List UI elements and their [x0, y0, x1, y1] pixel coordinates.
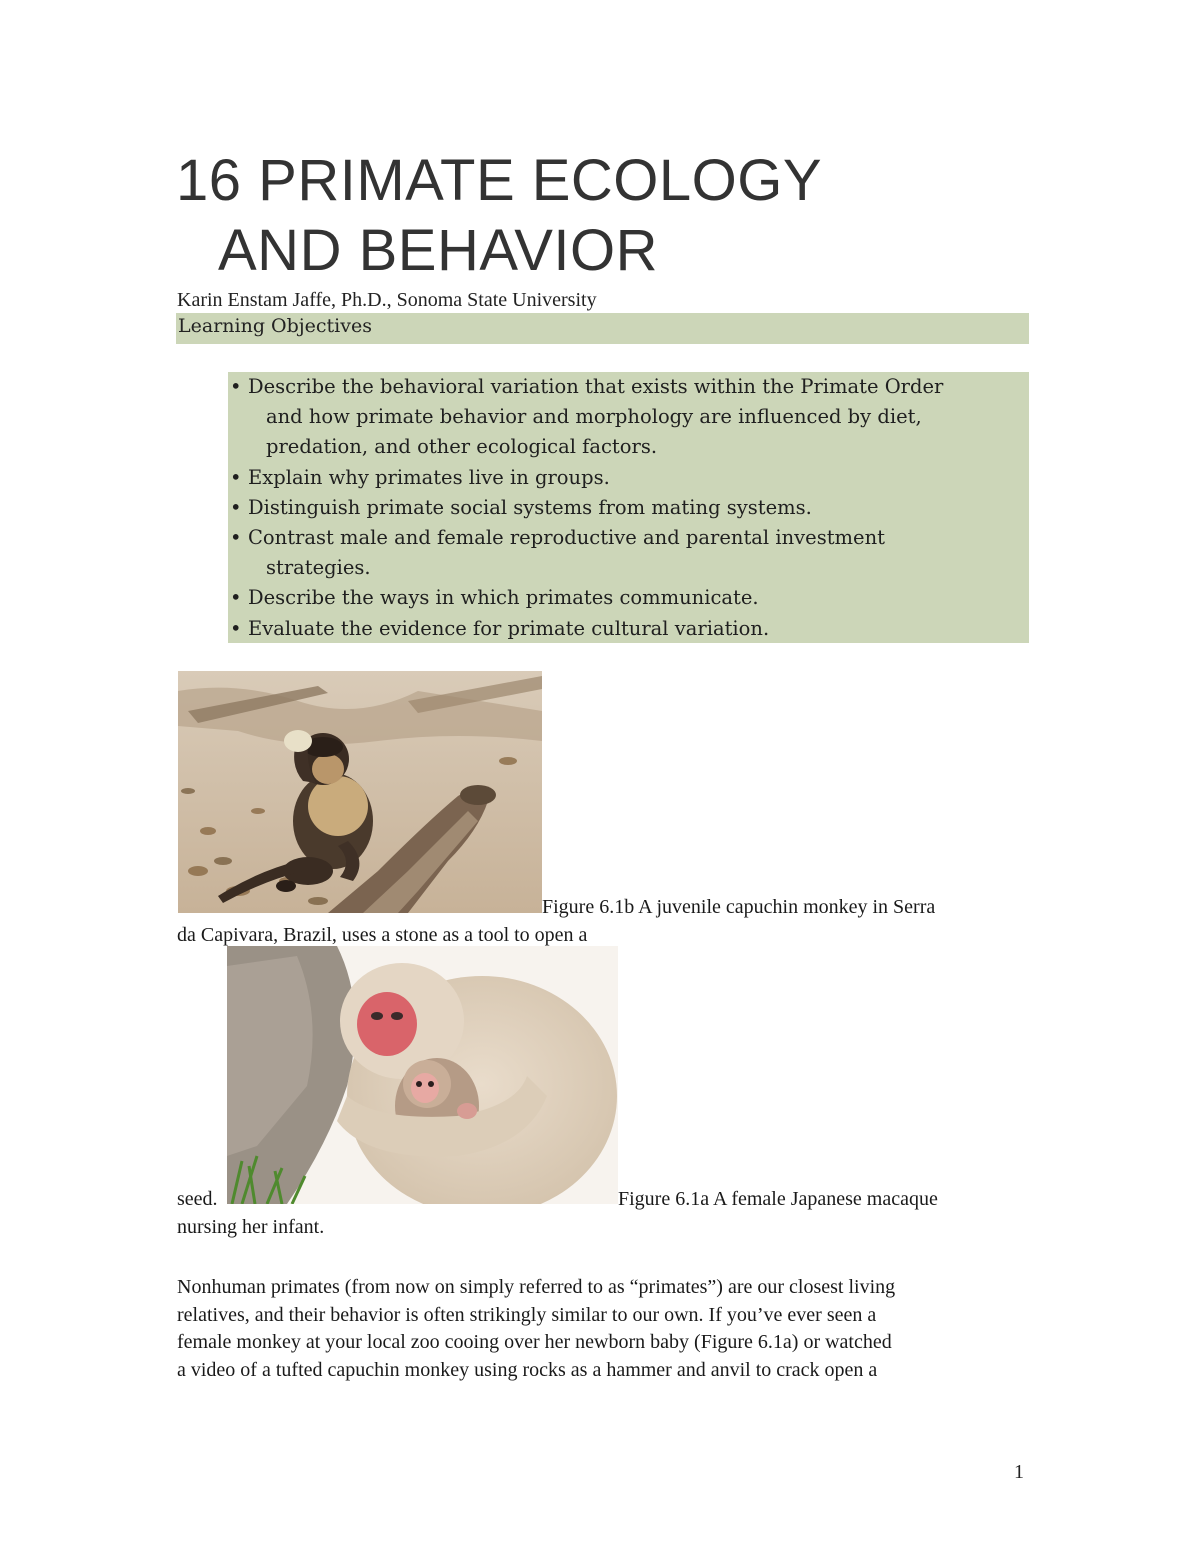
- learning-objectives-heading: Learning Objectives: [178, 315, 372, 337]
- figure-6-1a-caption-line-2: nursing her infant.: [177, 1216, 325, 1238]
- objective-item: • Explain why primates live in groups.: [230, 463, 1025, 493]
- bullet-icon: •: [230, 616, 242, 640]
- figure-6-1b-caption-line-2: da Capivara, Brazil, uses a stone as a tool to open a: [177, 924, 588, 946]
- chapter-title-line-2: AND BEHAVIOR: [218, 218, 659, 283]
- learning-objectives-list: [230, 372, 1025, 644]
- objective-item: • Evaluate the evidence for primate cultural variation.: [230, 614, 1025, 644]
- chapter-title-line-1: 16 PRIMATE ECOLOGY: [176, 148, 823, 213]
- author-line: Karin Enstam Jaffe, Ph.D., Sonoma State University: [177, 289, 597, 311]
- paragraph-line: female monkey at your local zoo cooing over her newborn baby (Figure 6.1a) or watched: [177, 1331, 892, 1353]
- paragraph-line: Nonhuman primates (from now on simply referred to as “primates”) are our closest living: [177, 1276, 896, 1298]
- bullet-icon: •: [230, 465, 242, 489]
- objective-item: • Describe the behavioral variation that exists within the Primate Order and how primate behavior and morphology are influenced by diet, predation, and other ecological factors.: [230, 372, 1025, 463]
- figure-6-1b-caption-line-1: Figure 6.1b A juvenile capuchin monkey in Serra: [542, 896, 936, 918]
- paragraph-line: relatives, and their behavior is often strikingly similar to our own. If you’ve ever seen a: [177, 1304, 877, 1326]
- bullet-icon: •: [230, 526, 242, 550]
- objective-item: • Distinguish primate social systems from mating systems.: [230, 493, 1025, 523]
- bullet-icon: •: [230, 375, 242, 398]
- figure-6-1b-caption-end: seed.: [177, 1188, 218, 1210]
- paragraph-line: a video of a tufted capuchin monkey using rocks as a hammer and anvil to crack open a: [177, 1359, 878, 1381]
- objective-item: • Describe the ways in which primates communicate.: [230, 583, 1025, 613]
- capuchin-monkey-photo: [178, 671, 542, 913]
- japanese-macaque-photo: [227, 946, 618, 1204]
- objective-item: • Contrast male and female reproductive and parental investment strategies.: [230, 523, 1025, 583]
- page-number: 1: [1014, 1461, 1024, 1483]
- bullet-icon: •: [230, 586, 242, 610]
- bullet-icon: •: [230, 495, 242, 519]
- figure-6-1a-caption-line-1: Figure 6.1a A female Japanese macaque: [618, 1188, 938, 1210]
